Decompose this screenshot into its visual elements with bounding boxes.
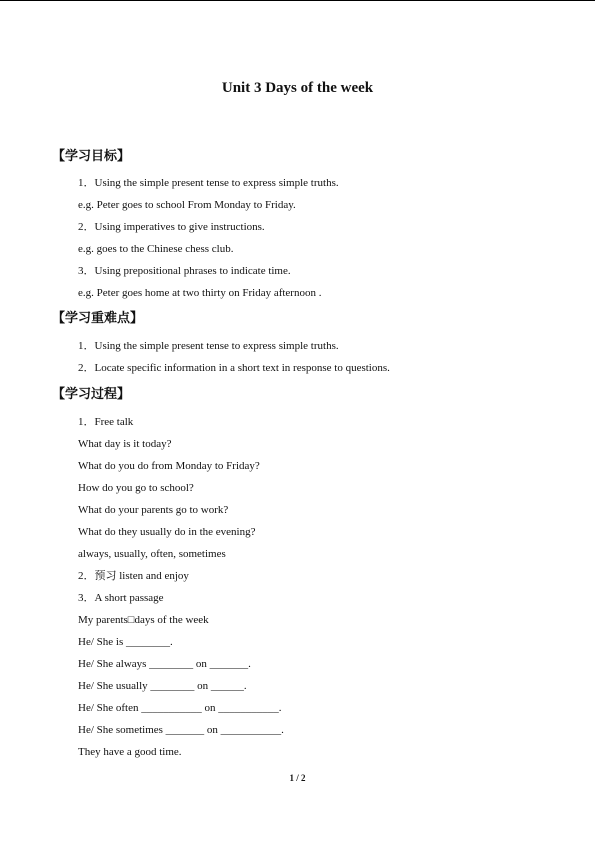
process-line: They have a good time. [78,746,182,758]
process-line: He/ She usually ________ on ______. [78,680,247,692]
top-rule [0,0,595,1]
section-heading-key-points: 【学习重难点】 [52,311,144,326]
key-point-line: 1．Using the simple present tense to express simple truths. [78,340,339,352]
process-line: 1．Free talk [78,416,134,428]
process-line: always, usually, often, sometimes [78,548,226,560]
page-number: 1 / 2 [289,773,306,783]
process-line: 2．预习 listen and enjoy [78,570,189,582]
process-line: He/ She is ________. [78,636,173,648]
process-line: 3．A short passage [78,592,164,604]
process-line: How do you go to school? [78,482,194,494]
process-line: What do your parents go to work? [78,504,229,516]
process-line: He/ She sometimes _______ on ___________. [78,724,284,736]
process-line: My parents□days of the week [78,614,209,626]
objective-line: e.g. goes to the Chinese chess club. [78,243,234,255]
objective-line: 1．Using the simple present tense to express simple truths. [78,177,339,189]
process-line: He/ She often ___________ on ___________. [78,702,282,714]
objective-line: 3．Using prepositional phrases to indicate time. [78,265,291,277]
objective-line: 2．Using imperatives to give instructions. [78,221,265,233]
key-point-line: 2．Locate specific information in a short text in response to questions. [78,362,390,374]
objective-line: e.g. Peter goes home at two thirty on Friday afternoon . [78,287,322,299]
section-heading-process: 【学习过程】 [52,387,131,402]
process-line: He/ She always ________ on _______. [78,658,251,670]
process-line: What day is it today? [78,438,172,450]
objective-line: e.g. Peter goes to school From Monday to Friday. [78,199,296,211]
document-title: Unit 3 Days of the week [221,80,374,96]
section-heading-objectives: 【学习目标】 [52,149,131,164]
process-line: What do you do from Monday to Friday? [78,460,260,472]
process-line: What do they usually do in the evening? [78,526,256,538]
